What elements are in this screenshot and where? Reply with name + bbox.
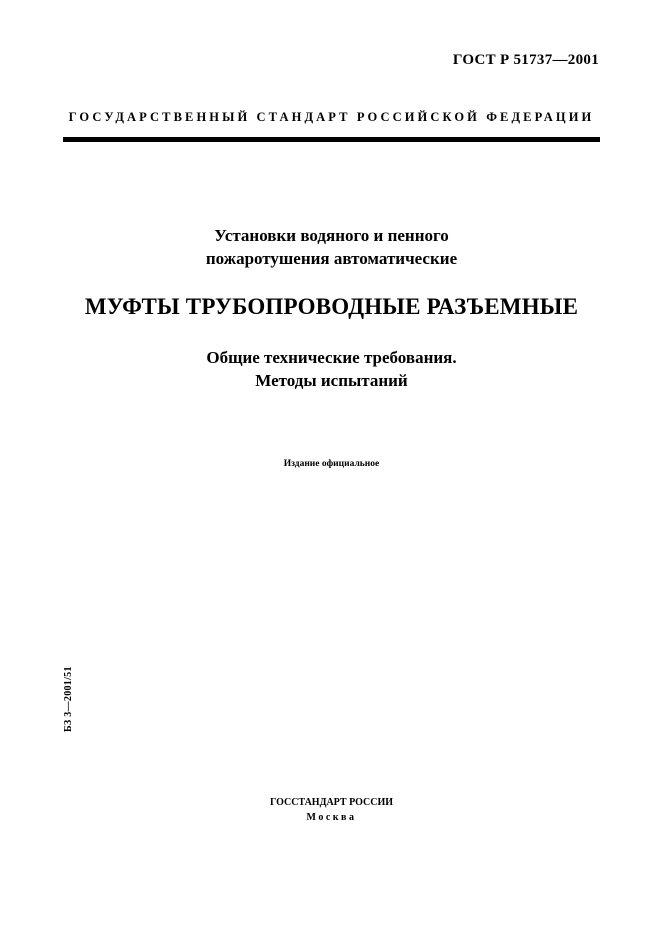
publisher-name: ГОССТАНДАРТ РОССИИ — [269, 797, 394, 808]
subject-line: Установки водяного и пенного — [214, 226, 449, 245]
subject-line: пожаротушения автоматические — [205, 249, 458, 268]
catalog-code: БЗ 3—2001/51 — [63, 666, 74, 732]
document-subject — [63, 224, 600, 270]
document-subtitle — [63, 346, 600, 392]
document-number: ГОСТ Р 51737—2001 — [452, 52, 599, 68]
subtitle-line: Методы испытаний — [255, 371, 408, 390]
state-standard-heading: ГОСУДАРСТВЕННЫЙ СТАНДАРТ РОССИЙСКОЙ ФЕДЕРАЦИИ — [68, 110, 595, 124]
subtitle-line: Общие технические требования. — [206, 348, 457, 367]
edition-note: Издание официальное — [283, 459, 380, 469]
header-divider — [63, 137, 600, 142]
publication-city: Москва — [306, 812, 357, 823]
main-title: МУФТЫ ТРУБОПРОВОДНЫЕ РАЗЪЕМНЫЕ — [84, 294, 579, 319]
